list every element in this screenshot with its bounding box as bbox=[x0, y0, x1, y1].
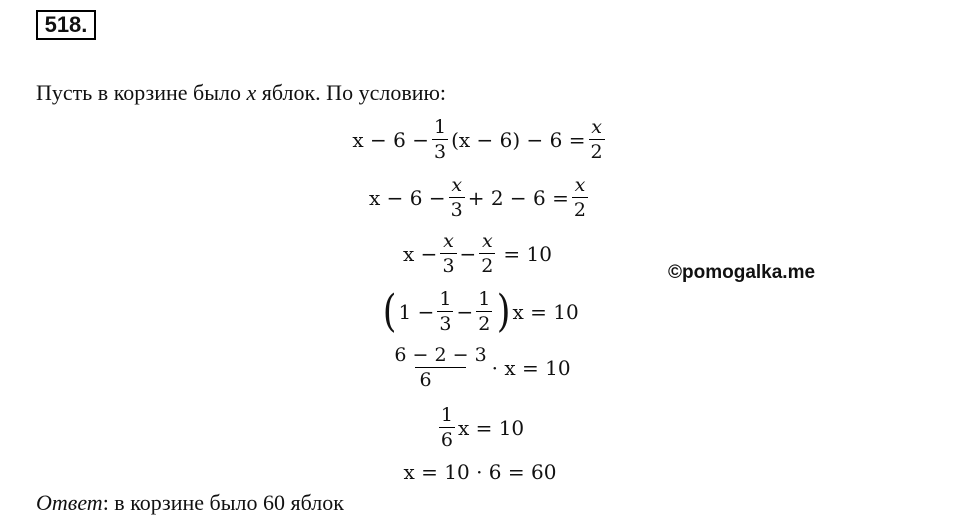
equation-step-3 bbox=[0, 230, 960, 277]
step6-fraction bbox=[439, 404, 455, 451]
equation-step-5 bbox=[0, 344, 960, 391]
denominator: 3 bbox=[442, 255, 455, 277]
numerator: 1 bbox=[434, 116, 447, 138]
step5-right: · x = 10 bbox=[491, 355, 571, 380]
step1-fraction bbox=[432, 116, 448, 163]
step6-right: x = 10 bbox=[457, 415, 525, 440]
watermark: ©pomogalka.me bbox=[668, 262, 816, 283]
intro-text bbox=[36, 80, 446, 106]
denominator: 2 bbox=[478, 313, 491, 335]
intro-variable: x bbox=[246, 80, 257, 105]
numerator: 6 − 2 − 3 bbox=[394, 344, 487, 366]
step7-equation: x = 10 · 6 = 60 bbox=[403, 460, 557, 484]
denominator: 3 bbox=[450, 199, 463, 221]
denominator: 2 bbox=[573, 199, 586, 221]
step1-middle: (x − 6) − 6 = bbox=[451, 127, 586, 152]
answer-label: Ответ bbox=[36, 490, 103, 515]
close-paren: ) bbox=[497, 285, 511, 337]
intro-before: Пусть в корзине было bbox=[36, 80, 241, 105]
numerator: 1 bbox=[440, 404, 453, 426]
numerator: 1 bbox=[439, 288, 452, 310]
problem-number: 518. bbox=[36, 10, 96, 40]
answer-text: : в корзине было 60 яблок bbox=[102, 490, 344, 515]
step2-right-fraction bbox=[572, 174, 588, 221]
numerator: 1 bbox=[478, 288, 491, 310]
denominator: 6 bbox=[440, 429, 453, 451]
step2-fraction bbox=[449, 174, 465, 221]
step5-fraction bbox=[392, 344, 488, 391]
answer-line bbox=[36, 490, 344, 516]
step2-middle: + 2 − 6 = bbox=[467, 185, 569, 210]
denominator: 2 bbox=[481, 255, 494, 277]
open-paren: ( bbox=[383, 285, 397, 337]
numerator: x bbox=[451, 174, 463, 196]
step4-left: 1 − bbox=[398, 299, 435, 324]
numerator: x bbox=[481, 230, 493, 252]
numerator: x bbox=[443, 230, 454, 252]
step1-right-fraction bbox=[589, 116, 605, 163]
step4-minus: − bbox=[456, 299, 474, 324]
step2-left: x − 6 − bbox=[369, 185, 446, 210]
step3-minus: − bbox=[459, 241, 477, 266]
denominator: 3 bbox=[439, 313, 452, 335]
equation-step-6 bbox=[0, 404, 960, 451]
denominator: 2 bbox=[590, 141, 603, 163]
numerator: x bbox=[591, 116, 602, 138]
step4-fraction-1 bbox=[437, 288, 453, 335]
denominator: 3 bbox=[434, 141, 447, 163]
step1-left: x − 6 − bbox=[352, 127, 429, 152]
denominator: 6 bbox=[415, 367, 465, 391]
equation-step-4 bbox=[0, 285, 960, 337]
intro-after: яблок. По условию: bbox=[261, 80, 447, 105]
equation-step-2 bbox=[0, 174, 960, 221]
step3-right: = 10 bbox=[503, 241, 552, 266]
equation-step-1 bbox=[0, 116, 960, 163]
equation-step-7 bbox=[0, 460, 960, 484]
step3-fraction-1 bbox=[440, 230, 456, 277]
step3-left: x − bbox=[403, 241, 438, 266]
step4-fraction-2 bbox=[476, 288, 492, 335]
numerator: x bbox=[574, 174, 586, 196]
step4-right: x = 10 bbox=[512, 299, 579, 324]
step3-fraction-2 bbox=[479, 230, 495, 277]
